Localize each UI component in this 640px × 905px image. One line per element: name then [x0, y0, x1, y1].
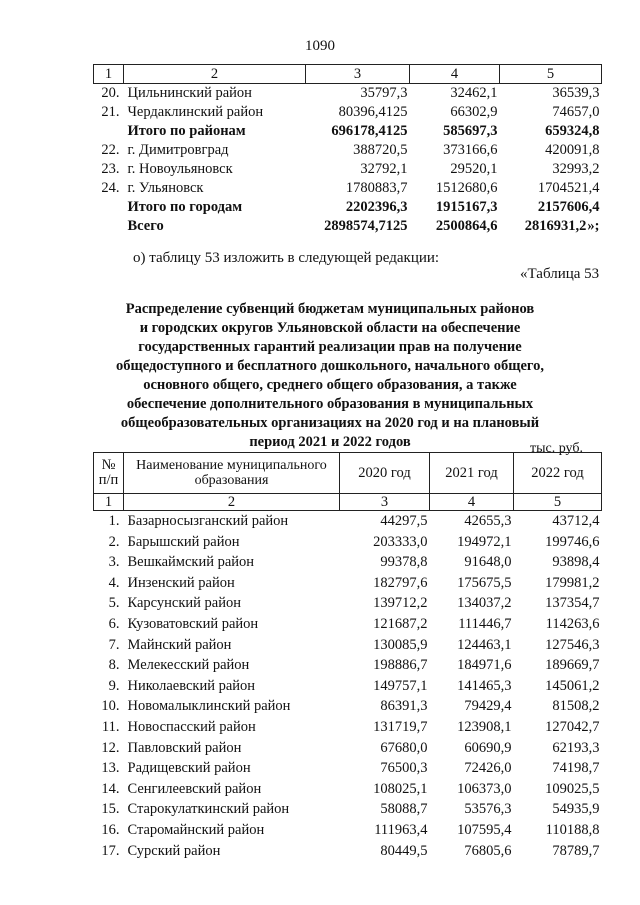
column-number: 5	[500, 65, 602, 84]
row-value-2021: 184971,6	[457, 657, 512, 674]
row-value-2020: 198886,7	[373, 657, 428, 674]
row-value-2021: 134037,2	[457, 595, 512, 612]
row-name: Радищевский район	[127, 760, 251, 777]
row-name: Майнский район	[127, 636, 232, 653]
row-name: Вешкаймский район	[127, 554, 255, 571]
row-value-2022: 54935,9	[552, 801, 600, 818]
table-row	[94, 593, 602, 614]
row-value-2022: 81508,2	[552, 698, 600, 715]
table-row	[94, 160, 602, 179]
row-value: 74657,0	[552, 104, 600, 120]
row-value-2022: 199746,6	[545, 533, 600, 550]
row-name: Павловский район	[127, 739, 242, 756]
row-value-col4: 1512680,6	[435, 180, 498, 196]
row-index: 3.	[108, 554, 120, 571]
row-name: Старомайнский район	[127, 821, 265, 838]
row-value-2020: 86391,3	[380, 698, 428, 715]
row-value-2020: 131719,7	[373, 718, 428, 735]
title-line: обеспечение дополнительного образования в муниципальных	[126, 396, 534, 412]
row-value-col4: 32462,1	[450, 85, 498, 101]
column-number: 1	[94, 494, 124, 511]
row-value-2020: 67680,0	[380, 739, 428, 756]
row-value-col3: 80396,4125	[338, 104, 408, 120]
row-value-col3: 35797,3	[360, 85, 408, 101]
table-row	[94, 614, 602, 635]
row-value-2020: 58088,7	[380, 801, 428, 818]
row-value-col4: 373166,6	[443, 142, 498, 158]
title-line: общедоступного и бесплатного дошкольного, начального общего,	[115, 358, 545, 374]
table-row	[94, 841, 602, 862]
continued-table	[93, 64, 602, 236]
row-name: Базарносызганский район	[127, 513, 289, 529]
row-value-2022: 110188,8	[545, 821, 600, 838]
row-value-2020: 182797,6	[373, 574, 428, 591]
row-value-2020: 80449,5	[380, 842, 428, 859]
row-index: 7.	[108, 636, 120, 653]
title-line: государственных гарантий реализации прав на получение	[138, 339, 522, 355]
row-value-2020: 44297,5	[380, 513, 428, 529]
amendment-note: о) таблицу 53 изложить в следующей редакции:	[133, 250, 440, 266]
row-value-2021: 107595,4	[457, 821, 512, 838]
row-value-2022: 78789,7	[552, 842, 600, 859]
row-name: г. Новоульяновск	[127, 161, 233, 177]
title-line: общеобразовательных организациях на 2020 год и на плановый	[120, 415, 540, 431]
row-value-2021: 175675,5	[457, 574, 512, 591]
row-value-2021: 111446,7	[458, 615, 512, 632]
row-value-2022: 43712,4	[552, 513, 600, 529]
row-value-col4: 585697,3	[443, 123, 498, 139]
row-index	[94, 217, 124, 236]
row-index: 4.	[108, 574, 120, 591]
row-value: 2816931,2	[524, 218, 587, 234]
row-index: 6.	[108, 615, 120, 632]
row-name: Итого по районам	[127, 123, 246, 139]
table-row	[94, 717, 602, 738]
column-number: 3	[340, 494, 430, 511]
row-value-2022: 127546,3	[545, 636, 600, 653]
row-value-2022: 145061,2	[545, 677, 600, 694]
row-value-col3: 696178,4125	[331, 123, 408, 139]
row-value-2021: 79429,4	[464, 698, 512, 715]
row-name: г. Димитровград	[127, 142, 229, 158]
table-row	[94, 655, 602, 676]
row-name: Инзенский район	[127, 574, 235, 591]
table-row	[94, 84, 602, 104]
row-value-2020: 203333,0	[373, 533, 428, 550]
row-value-2022: 74198,7	[552, 760, 600, 777]
row-value-col3: 2898574,7125	[324, 218, 408, 234]
row-name: Барышский район	[127, 533, 240, 550]
row-value-2022: 62193,3	[552, 739, 600, 756]
row-value-col3: 2202396,3	[345, 199, 408, 215]
row-value-2022: 93898,4	[552, 554, 600, 571]
row-index: 8.	[108, 657, 120, 674]
table-row	[94, 552, 602, 573]
row-value-col3: 32792,1	[360, 161, 408, 177]
table-row	[94, 573, 602, 594]
header-name: Наименование муниципального образования	[124, 453, 340, 494]
unit-label: тыс. руб.	[530, 441, 583, 456]
table-row	[94, 511, 602, 532]
row-value-col5	[500, 103, 602, 122]
row-value-2021: 124463,1	[457, 636, 512, 653]
row-value-2022: 127042,7	[545, 718, 600, 735]
title-line: основного общего, среднего общего образования, а также	[143, 377, 517, 393]
row-value-2020: 76500,3	[380, 760, 428, 777]
table-row	[94, 676, 602, 697]
row-value-col4: 66302,9	[450, 104, 498, 120]
row-value-2022: 114263,6	[545, 615, 600, 632]
row-name: Новомалыклинский район	[127, 698, 291, 715]
table-title	[90, 300, 570, 452]
row-value-2021: 141465,3	[457, 677, 512, 694]
row-value-2021: 76805,6	[464, 842, 512, 859]
row-value-2020: 149757,1	[373, 677, 428, 694]
subventions-table	[93, 452, 602, 861]
row-value-2022: 109025,5	[545, 780, 600, 797]
row-index: 17.	[101, 842, 120, 859]
row-value-2020: 130085,9	[373, 636, 428, 653]
column-number: 4	[430, 494, 514, 511]
row-index: 5.	[108, 595, 120, 612]
row-value-2022: 137354,7	[545, 595, 600, 612]
table-row	[94, 198, 602, 217]
row-value-2021: 123908,1	[457, 718, 512, 735]
table-row	[94, 738, 602, 759]
subventions-table-column-numbers	[94, 494, 602, 511]
row-value: 32993,2	[552, 161, 600, 177]
row-name: Старокулаткинский район	[127, 801, 290, 818]
row-name: Итого по городам	[127, 199, 243, 215]
row-value-2021: 60690,9	[464, 739, 512, 756]
title-line: и городских округов Ульяновской области на обеспечение	[139, 320, 521, 336]
row-index: 13.	[101, 760, 120, 777]
row-value: 36539,3	[552, 85, 600, 101]
row-value-2021: 53576,3	[464, 801, 512, 818]
table-row	[94, 799, 602, 820]
table-row	[94, 103, 602, 122]
row-value-2021: 72426,0	[464, 760, 512, 777]
table-row	[94, 696, 602, 717]
row-value-col5	[500, 122, 602, 141]
row-value-2020: 99378,8	[380, 554, 428, 571]
row-value: 1704521,4	[537, 180, 600, 196]
title-line: период 2021 и 2022 годов	[249, 434, 411, 450]
table-row	[94, 758, 602, 779]
row-name: Николаевский район	[127, 677, 256, 694]
row-name: Цильнинский район	[127, 85, 252, 101]
column-number: 2	[124, 494, 340, 511]
row-value-col3: 388720,5	[353, 142, 408, 158]
header-2022: 2022 год	[514, 453, 602, 494]
row-index: 12.	[101, 739, 120, 756]
row-value-2022: 179981,2	[545, 574, 600, 591]
subventions-table-body	[94, 511, 602, 862]
row-value-2020: 108025,1	[373, 780, 428, 797]
continued-table-body	[94, 84, 602, 237]
header-2021: 2021 год	[430, 453, 514, 494]
row-value-col5	[500, 217, 602, 236]
row-value-2020: 111963,4	[374, 821, 428, 838]
row-index: 2.	[108, 533, 120, 550]
row-index: 22.	[101, 142, 120, 158]
row-value-2021: 106373,0	[457, 780, 512, 797]
table-row	[94, 122, 602, 141]
table-row	[94, 779, 602, 800]
row-value-col5	[500, 160, 602, 179]
row-value-2020: 121687,2	[373, 615, 428, 632]
row-index: 9.	[108, 677, 120, 694]
header-number: № п/п	[94, 453, 124, 494]
row-name: Сурский район	[127, 842, 221, 859]
row-index: 16.	[101, 821, 120, 838]
column-number: 3	[306, 65, 410, 84]
table-row	[94, 532, 602, 553]
row-index: 14.	[101, 780, 120, 797]
row-index: 10.	[101, 698, 120, 715]
continued-table-column-numbers	[94, 65, 602, 84]
column-number: 5	[514, 494, 602, 511]
table-row	[94, 820, 602, 841]
row-value-2021: 42655,3	[464, 513, 512, 529]
column-number: 2	[124, 65, 306, 84]
row-index: 23.	[101, 161, 120, 177]
row-index: 1.	[108, 513, 120, 529]
row-value-col3: 1780883,7	[345, 180, 408, 196]
row-index: 15.	[101, 801, 120, 818]
row-name: Карсунский район	[127, 595, 242, 612]
table-row	[94, 179, 602, 198]
header-2020: 2020 год	[340, 453, 430, 494]
row-index: 20.	[101, 85, 120, 101]
row-value-col5	[500, 198, 602, 217]
title-line: Распределение субвенций бюджетам муниципальных районов	[125, 301, 535, 317]
row-name: Кузоватовский район	[127, 615, 259, 632]
row-index	[94, 122, 124, 141]
row-value-col4: 29520,1	[450, 161, 498, 177]
row-value-2020: 139712,2	[373, 595, 428, 612]
row-name: Мелекесский район	[127, 657, 250, 674]
row-index: 24.	[101, 180, 120, 196]
closing-quote: »;	[587, 218, 600, 234]
row-value-col5	[500, 141, 602, 160]
table-label: «Таблица 53	[520, 266, 600, 282]
row-index	[94, 198, 124, 217]
subventions-table-header	[94, 453, 602, 494]
row-name: Всего	[127, 218, 164, 234]
row-value: 659324,8	[545, 123, 600, 139]
table-row	[94, 141, 602, 160]
column-number: 4	[410, 65, 500, 84]
row-name: Чердаклинский район	[127, 104, 264, 120]
row-index: 21.	[101, 104, 120, 120]
row-value-2021: 194972,1	[457, 533, 512, 550]
row-value-col5	[500, 179, 602, 198]
row-value-col5	[500, 84, 602, 104]
row-name: Сенгилеевский район	[127, 780, 262, 797]
row-value: 420091,8	[545, 142, 600, 158]
table-row	[94, 635, 602, 656]
column-number: 1	[94, 65, 124, 84]
row-value: 2157606,4	[537, 199, 600, 215]
row-value-2022: 189669,7	[545, 657, 600, 674]
page-number: 1090	[305, 38, 335, 54]
row-index: 11.	[101, 718, 120, 735]
row-name: г. Ульяновск	[127, 180, 204, 196]
row-value-col4: 1915167,3	[435, 199, 498, 215]
row-value-2021: 91648,0	[464, 554, 512, 571]
table-row	[94, 217, 602, 236]
row-value-col4: 2500864,6	[435, 218, 498, 234]
row-name: Новоспасский район	[127, 718, 256, 735]
